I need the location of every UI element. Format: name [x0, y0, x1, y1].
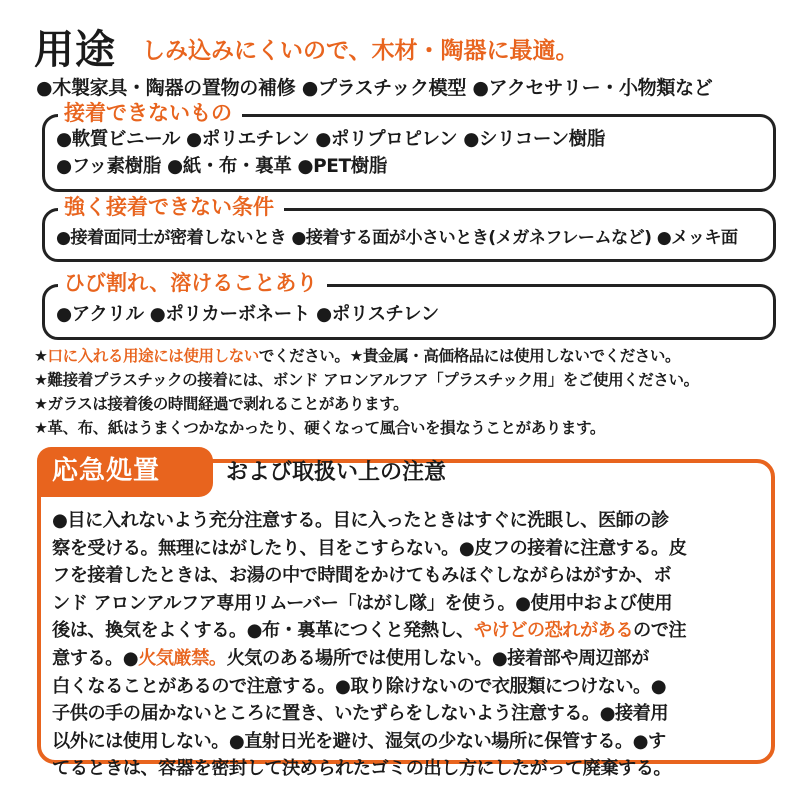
first-aid-line-2: 察を受ける。無理にはがしたり、目をこすらない。●皮フの接着に注意する。皮 [52, 537, 687, 559]
crack-title: ひび割れ、溶けることあり [58, 270, 327, 296]
note-1 [34, 346, 680, 366]
cannot-bond-line-2: ●フッ素樹脂 ●紙・布・裏革 ●PET樹脂 [56, 156, 387, 177]
burn-warning: やけどの恐れがある [473, 620, 634, 642]
first-aid-line-5c: ので注 [633, 620, 687, 642]
weak-bond-title: 強く接着できない条件 [58, 194, 284, 220]
cannot-bond-title: 接着できないもの [58, 100, 242, 126]
note-2: ★難接着プラスチックの接着には、ボンド アロンアルフア「プラスチック用」をご使用ください。 [34, 371, 699, 389]
first-aid-line-10: てるときは、容器を密封して決められたゴミの出し方にしたがって廃棄する。 [52, 758, 672, 780]
crack-line-1: ●アクリル ●ポリカーボネート ●ポリスチレン [56, 304, 439, 325]
cannot-bond-line-1: ●軟質ビニール ●ポリエチレン ●ポリプロピレン ●シリコーン樹脂 [56, 129, 605, 150]
first-aid-line-8: 子供の手の届かないところに置き、いたずらをしないよう注意する。●接着用 [52, 703, 669, 725]
use-title: 用途 [34, 27, 116, 73]
first-aid-badge-label: 応急処置 [52, 456, 161, 486]
first-aid-heading: および取扱い上の注意 [226, 460, 447, 485]
first-aid-line-6c: 火気のある場所では使用しない。●接着部や周辺部が [226, 647, 649, 669]
use-items: ●木製家具・陶器の置物の補修 ●プラスチック模型 ●アクセサリー・小物類など [36, 77, 713, 99]
note-3: ★ガラスは接着後の時間経過で剥れることがあります。 [34, 395, 409, 413]
first-aid-body [52, 507, 772, 783]
weak-bond-line-1: ●接着面同士が密着しないとき ●接着する面が小さいとき(メガネフレームなど) ●メッキ面 [56, 228, 738, 248]
first-aid-line-4: ンド アロンアルフア専用リムーバー「はがし隊」を使う。●使用中および使用 [52, 592, 673, 614]
use-tagline: しみ込みにくいので、木材・陶器に最適。 [142, 38, 579, 64]
note-1-highlight: 口に入れる用途には使用しない [47, 347, 259, 365]
note-4: ★革、布、紙はうまくつかなかったり、硬くなって風合いを損なうことがあります。 [34, 419, 605, 437]
first-aid-line-5a: 後は、換気をよくする。●布・裏革につくと発熱し、 [52, 620, 474, 642]
first-aid-line-3: フを接着したときは、お湯の中で時間をかけてもみほぐしながらはがすか、ボ [52, 565, 672, 587]
first-aid-line-5 [52, 617, 772, 645]
first-aid-line-6 [52, 645, 772, 673]
first-aid-line-9: 以外には使用しない。●直射日光を避け、湿気の少ない場所に保管する。●す [52, 730, 666, 752]
first-aid-line-7: 白くなることがあるので注意する。●取り除けないので衣服類につけない。● [52, 675, 667, 697]
fire-warning: 火気厳禁。 [138, 647, 227, 669]
first-aid-line-6a: 意する。● [52, 647, 139, 669]
note-1-star: ★ [34, 347, 48, 365]
note-1-rest: でください。★貴金属・高価格品には使用しないでください。 [258, 347, 681, 365]
first-aid-line-1: ●目に入れないよう充分注意する。目に入ったときはすぐに洗眼し、医師の診 [52, 510, 669, 531]
